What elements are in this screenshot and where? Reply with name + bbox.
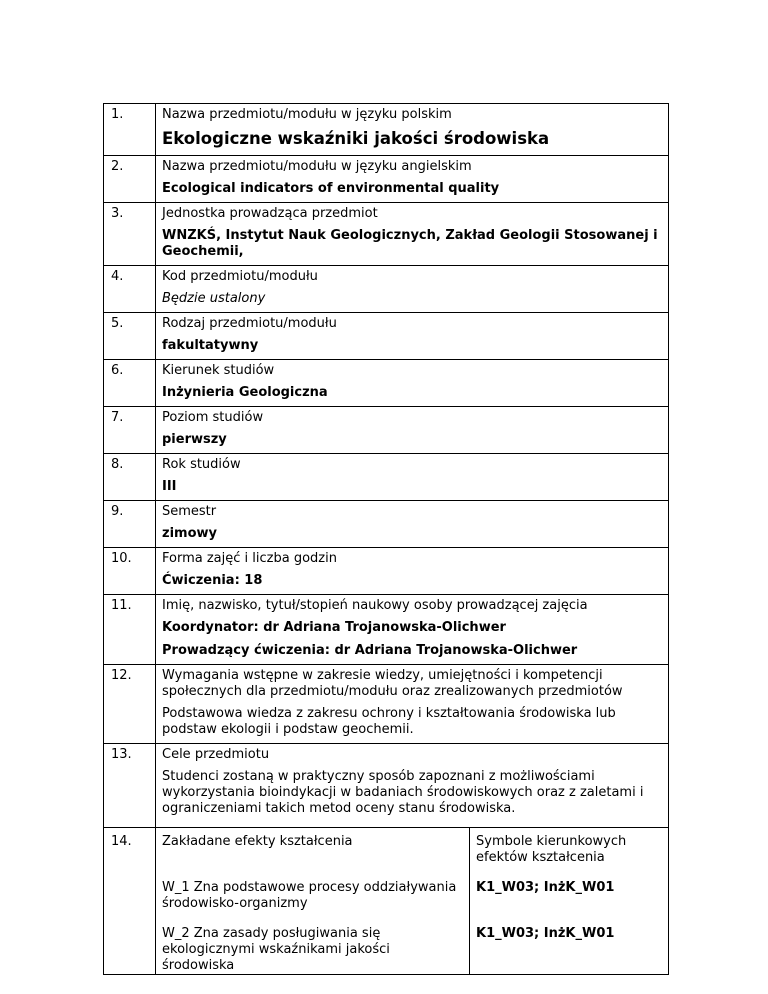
row-number: 9.	[104, 501, 156, 548]
field-label: Semestr	[162, 504, 217, 519]
row-number: 13.	[104, 744, 156, 828]
field-label: Kierunek studiów	[162, 363, 275, 378]
table-row	[104, 548, 669, 595]
table-row	[104, 828, 669, 975]
row-number: 3.	[104, 203, 156, 266]
table-row	[104, 454, 669, 501]
field-label: Poziom studiów	[162, 410, 264, 425]
field-label: Kod przedmiotu/modułu	[162, 269, 318, 284]
course-name-en: Ecological indicators of environmental quality	[162, 181, 500, 196]
field-label: Rok studiów	[162, 457, 241, 472]
field-label: Nazwa przedmiotu/modułu w języku angielskim	[162, 159, 472, 174]
study-level: pierwszy	[162, 432, 227, 447]
row-number: 4.	[104, 266, 156, 313]
row-number: 6.	[104, 360, 156, 407]
coordinator: Koordynator: dr Adriana Trojanowska-Olichwer	[162, 620, 506, 635]
row-number: 14.	[104, 828, 156, 975]
table-row	[104, 665, 669, 744]
table-row	[104, 156, 669, 203]
field-label: Cele przedmiotu	[162, 747, 270, 762]
learning-outcome-item	[156, 874, 668, 922]
table-row	[104, 360, 669, 407]
field-label: Nazwa przedmiotu/modułu w języku polskim	[162, 107, 452, 122]
field-label: Rodzaj przedmiotu/modułu	[162, 316, 337, 331]
outcome-symbols: K1_W03; InżK_W01	[476, 880, 615, 895]
table-row	[104, 313, 669, 360]
table-row	[104, 266, 669, 313]
row-number: 1.	[104, 104, 156, 156]
course-name-pl: Ekologiczne wskaźniki jakości środowiska	[162, 129, 550, 148]
semester: zimowy	[162, 526, 217, 541]
instructor: Prowadzący ćwiczenia: dr Adriana Trojanowska-Olichwer	[162, 643, 578, 658]
outcome-symbols: K1_W03; InżK_W01	[476, 926, 615, 941]
row-number: 5.	[104, 313, 156, 360]
table-row	[104, 501, 669, 548]
outcome-description: W_1 Zna podstawowe procesy oddziaływania środowisko-organizmy	[156, 874, 470, 922]
field-label: Imię, nazwisko, tytuł/stopień naukowy osoby prowadzącej zajęcia	[162, 598, 588, 613]
learning-outcomes-header	[156, 828, 668, 874]
table-row	[104, 104, 669, 156]
prerequisites: Podstawowa wiedza z zakresu ochrony i kształtowania środowiska lub podstaw ekologii i podstaw geochemii.	[162, 706, 616, 737]
field-label: Forma zajęć i liczba godzin	[162, 551, 337, 566]
course-type: fakultatywny	[162, 338, 259, 353]
symbols-header-label: Symbole kierunkowych efektów kształcenia	[476, 834, 627, 865]
learning-outcome-item	[156, 922, 668, 974]
table-row	[104, 407, 669, 454]
study-year: III	[162, 479, 177, 494]
field-label: Wymagania wstępne w zakresie wiedzy, umiejętności i kompetencji społecznych dla przedmiotu/modułu oraz zrealizowanych przedmiotów	[162, 668, 623, 699]
course-code: Będzie ustalony	[162, 291, 266, 306]
field-of-study: Inżynieria Geologiczna	[162, 385, 328, 400]
table-row	[104, 595, 669, 665]
table-row	[104, 203, 669, 266]
syllabus-table	[103, 103, 669, 975]
class-form-hours: Ćwiczenia: 18	[162, 573, 263, 588]
row-number: 2.	[104, 156, 156, 203]
row-number: 7.	[104, 407, 156, 454]
row-number: 11.	[104, 595, 156, 665]
outcome-description: W_2 Zna zasady posługiwania się ekologicznymi wskaźnikami jakości środowiska	[156, 922, 470, 974]
table-row	[104, 744, 669, 828]
row-number: 10.	[104, 548, 156, 595]
field-label: Jednostka prowadząca przedmiot	[162, 206, 378, 221]
course-objectives: Studenci zostaną w praktyczny sposób zapoznani z możliwościami wykorzystania bioindykacji w badaniach środowiskowych oraz z zaletami i ograniczeniami takich metod oceny stanu środowiska.	[162, 769, 644, 816]
row-number: 8.	[104, 454, 156, 501]
unit-name: WNZKŚ, Instytut Nauk Geologicznych, Zakład Geologii Stosowanej i Geochemii,	[162, 228, 658, 259]
row-number: 12.	[104, 665, 156, 744]
outcomes-header-label: Zakładane efekty kształcenia	[156, 828, 470, 874]
